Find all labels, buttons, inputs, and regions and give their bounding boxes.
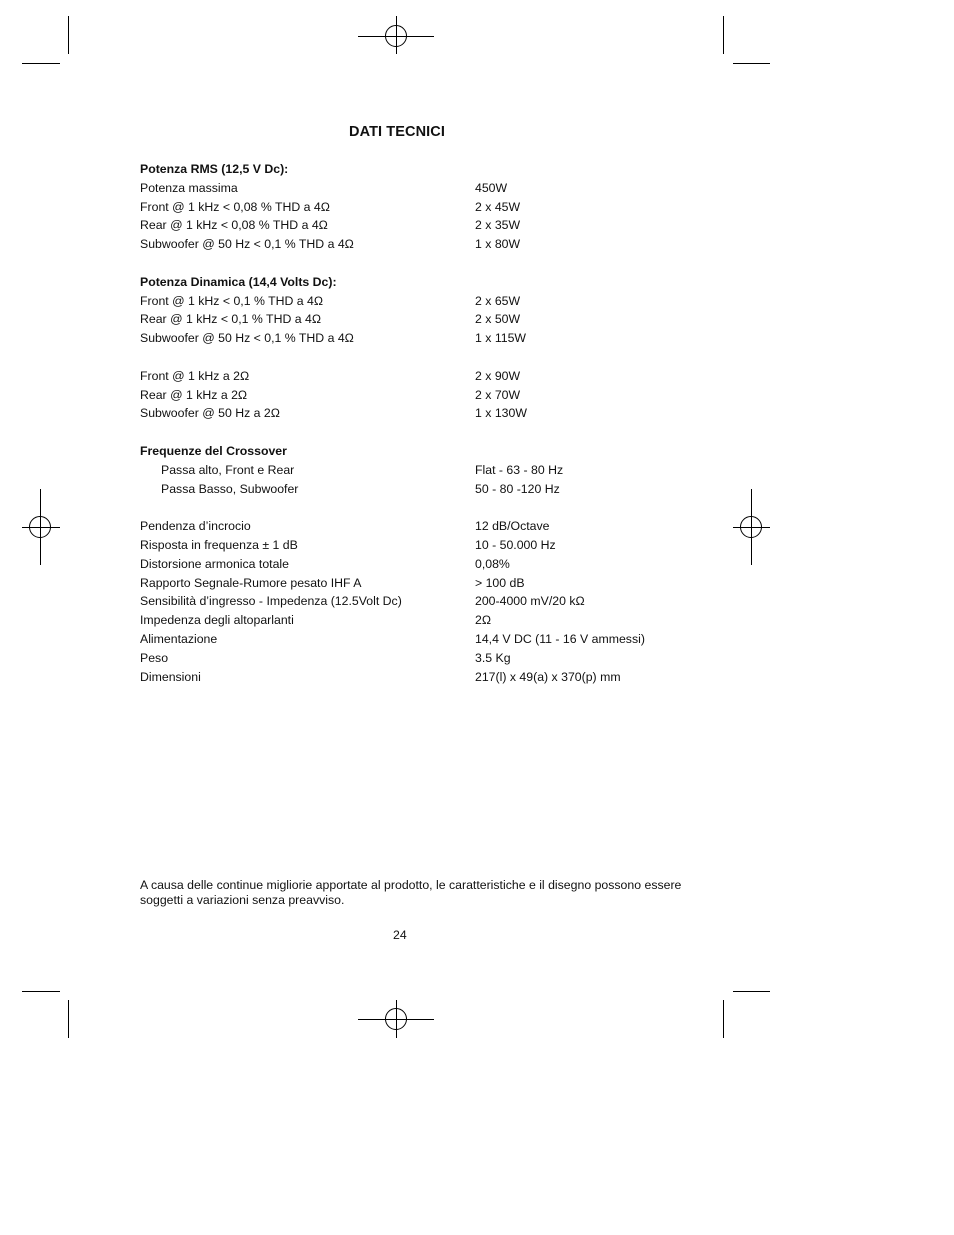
spec-row <box>140 235 780 254</box>
spec-value: > 100 dB <box>475 575 525 590</box>
spec-row <box>140 386 780 405</box>
spec-row <box>140 216 780 235</box>
crop-mark <box>733 63 770 64</box>
spec-label: Subwoofer @ 50 Hz < 0,1 % THD a 4Ω <box>140 331 354 346</box>
spec-label: Distorsione armonica totale <box>140 556 289 571</box>
crop-mark <box>723 16 724 54</box>
spec-value: 1 x 130W <box>475 406 527 421</box>
spec-value: 2 x 65W <box>475 293 521 308</box>
spec-value: 0,08% <box>475 556 510 571</box>
spec-label: Passa Basso, Subwoofer <box>161 481 299 496</box>
spec-row <box>140 574 780 593</box>
spec-value: Flat - 63 - 80 Hz <box>475 462 564 477</box>
spec-value: 2 x 90W <box>475 368 521 383</box>
spec-row <box>140 611 780 630</box>
spec-label: Rear @ 1 kHz < 0,08 % THD a 4Ω <box>140 218 328 233</box>
spec-label: Subwoofer @ 50 Hz a 2Ω <box>140 406 280 421</box>
spec-row <box>140 292 780 311</box>
spec-row <box>140 536 780 555</box>
disclaimer-footnote: A causa delle continue migliorie apportate al prodotto, le caratteristiche e il disegno possono essere soggetti a variazioni senza preavviso. <box>140 878 682 907</box>
crop-mark <box>68 1000 69 1038</box>
crop-mark <box>68 16 69 54</box>
spec-row <box>140 461 780 480</box>
spec-label: Pendenza d’incrocio <box>140 519 251 534</box>
spec-label: Potenza massima <box>140 180 238 195</box>
spec-value: 2Ω <box>475 613 492 628</box>
spec-value: 1 x 80W <box>475 237 521 252</box>
spec-label: Rear @ 1 kHz a 2Ω <box>140 387 248 402</box>
crop-mark <box>723 1000 724 1038</box>
spec-value: 450W <box>475 180 508 195</box>
spec-row <box>140 367 780 386</box>
crop-mark <box>733 991 770 992</box>
page-title: DATI TECNICI <box>349 124 445 140</box>
spec-value: 12 dB/Octave <box>475 519 550 534</box>
spec-value: 50 - 80 -120 Hz <box>475 481 560 496</box>
spec-row <box>140 198 780 217</box>
spec-label: Front @ 1 kHz < 0,08 % THD a 4Ω <box>140 199 330 214</box>
spec-label: Subwoofer @ 50 Hz < 0,1 % THD a 4Ω <box>140 237 354 252</box>
spec-label: Sensibilità d’ingresso - Impedenza (12.5Volt Dc) <box>140 594 402 609</box>
section-heading: Potenza Dinamica (14,4 Volts Dc): <box>140 274 337 289</box>
crop-mark <box>22 991 60 992</box>
spec-row <box>140 404 780 423</box>
spec-value: 200-4000 mV/20 kΩ <box>475 594 585 609</box>
spec-value: 2 x 50W <box>475 312 521 327</box>
spec-label: Front @ 1 kHz a 2Ω <box>140 368 250 383</box>
section-heading: Frequenze del Crossover <box>140 443 287 458</box>
spec-label: Alimentazione <box>140 631 218 646</box>
spec-label: Front @ 1 kHz < 0,1 % THD a 4Ω <box>140 293 324 308</box>
spec-value: 217(l) x 49(a) x 370(p) mm <box>475 669 621 684</box>
spec-value: 1 x 115W <box>475 331 527 346</box>
spec-row <box>140 517 780 536</box>
spec-row <box>140 179 780 198</box>
spec-row <box>140 592 780 611</box>
spec-value: 2 x 45W <box>475 199 521 214</box>
section-heading-dynamic <box>140 273 780 292</box>
spec-row <box>140 310 780 329</box>
spec-value: 10 - 50.000 Hz <box>475 537 556 552</box>
spec-row <box>140 555 780 574</box>
crop-mark <box>22 63 60 64</box>
spec-label: Risposta in frequenza ± 1 dB <box>140 537 298 552</box>
spec-row <box>140 668 780 687</box>
section-heading-rms <box>140 160 780 179</box>
spec-row <box>140 630 780 649</box>
spec-label: Dimensioni <box>140 669 201 684</box>
spec-value: 2 x 70W <box>475 387 521 402</box>
spec-value: 14,4 V DC (11 - 16 V ammessi) <box>475 631 645 646</box>
section-heading-crossover <box>140 442 780 461</box>
section-heading: Potenza RMS (12,5 V Dc): <box>140 162 289 176</box>
spec-label: Impedenza degli altoparlanti <box>140 613 294 628</box>
spec-label: Rear @ 1 kHz < 0,1 % THD a 4Ω <box>140 312 322 327</box>
spec-row <box>140 329 780 348</box>
page-number: 24 <box>393 928 407 942</box>
spec-table <box>140 160 780 686</box>
spec-value: 2 x 35W <box>475 218 521 233</box>
spec-row <box>140 480 780 499</box>
spec-row <box>140 649 780 668</box>
spec-value: 3.5 Kg <box>475 650 511 665</box>
spec-label: Rapporto Segnale-Rumore pesato IHF A <box>140 575 362 590</box>
spec-label: Passa alto, Front e Rear <box>161 462 295 477</box>
spec-label: Peso <box>140 650 169 665</box>
